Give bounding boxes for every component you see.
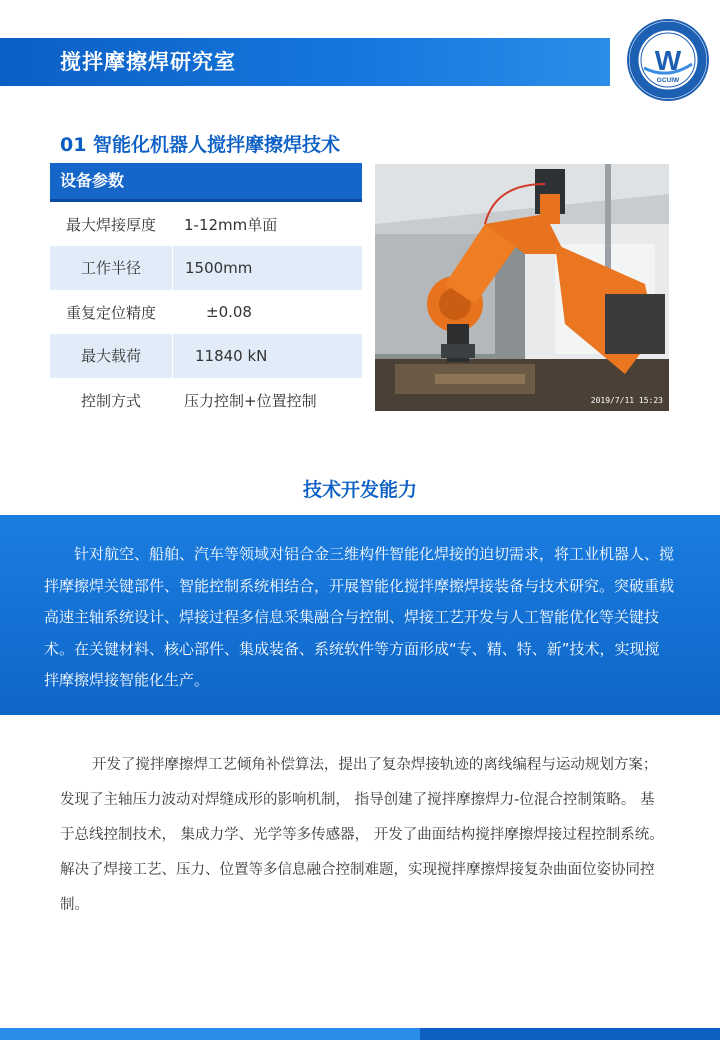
highlight-text: 针对航空、船舶、汽车等领域对铝合金三维构件智能化焊接的迫切需求，将工业机器人、搅拌摩擦焊关键部件、智能控制系统相结合，开展智能化搅拌摩擦焊接装备与技术研究。突破重载高速主轴系统设计、焊接过程多信息采集融合与控制、焊接工艺开发与人工智能优化等关键技术。在关键材料、核心部件、集成装备、系统软件等方面形成“专、精、特、新”技术，实现搅拌摩擦焊接智能化生产。 <box>44 545 675 689</box>
param-key: 重复定位精度 <box>65 303 156 322</box>
param-value: 1500mm <box>185 259 253 277</box>
param-row <box>50 246 362 290</box>
param-key: 控制方式 <box>80 391 141 410</box>
param-value: 11840 kN <box>195 347 268 365</box>
param-row <box>50 202 362 246</box>
header-banner <box>0 38 610 86</box>
param-value: 1-12mm单面 <box>184 215 278 234</box>
page-title: 搅拌摩擦焊研究室 <box>60 50 236 74</box>
section2-title: 技术开发能力 <box>302 479 417 501</box>
logo-abbr: GCUIW <box>656 77 680 84</box>
param-row <box>50 334 362 378</box>
footer-bar-accent <box>0 1028 420 1040</box>
param-row <box>50 378 362 422</box>
params-heading: 设备参数 <box>50 163 362 202</box>
robot-illustration <box>375 164 669 411</box>
param-value: ±0.08 <box>206 303 252 321</box>
logo-letter: W <box>654 45 682 76</box>
params-table <box>50 163 362 422</box>
param-key: 最大载荷 <box>50 334 173 378</box>
photo-timestamp: 2019/7/11 15:23 <box>590 396 663 405</box>
institute-logo <box>626 18 710 102</box>
section-title: 01 智能化机器人搅拌摩擦焊技术 <box>60 134 341 156</box>
param-row <box>50 290 362 334</box>
highlight-band <box>0 515 720 715</box>
body-paragraph: 开发了搅拌摩擦焊工艺倾角补偿算法，提出了复杂焊接轨迹的离线编程与运动规划方案； 发现了主轴压力波动对焊缝成形的影响机制， 指导创建了搅拌摩擦焊力-位混合控制策略。 基于总线控制技术， 集成力学、光学等多传感器， 开发了曲面结构搅拌摩擦焊接过程控制系统。 解决了焊接工艺、压力、位置等多信息融合控制难题，实现搅拌摩擦焊接复杂曲面位姿协同控制。 <box>60 757 664 913</box>
param-key: 工作半径 <box>50 246 173 290</box>
robot-photo <box>375 164 669 411</box>
param-value: 压力控制+位置控制 <box>184 391 317 410</box>
param-key: 最大焊接厚度 <box>65 215 156 234</box>
